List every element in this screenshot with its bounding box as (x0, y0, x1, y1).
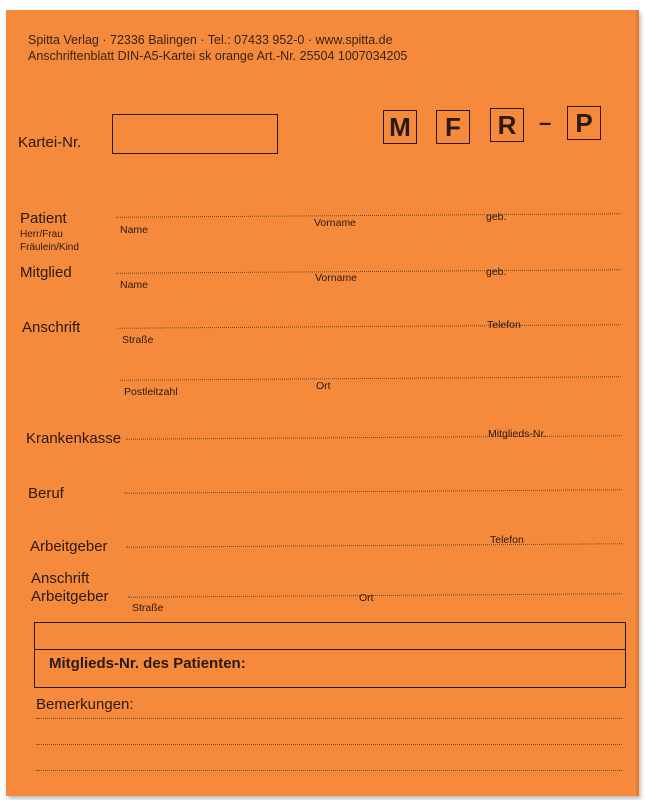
anschrift-ort-label: Ort (316, 380, 331, 392)
bemerkungen-line-2[interactable] (36, 744, 622, 745)
anschrift-ort-line[interactable] (120, 376, 621, 380)
code-box-f[interactable]: F (436, 110, 470, 144)
mitglied-vorname-label: Vorname (315, 272, 358, 284)
code-dash: – (539, 110, 552, 135)
index-card (6, 10, 639, 796)
patient-vorname-label: Vorname (314, 217, 357, 229)
anschrift-strasse-label: Straße (122, 334, 154, 346)
bemerkungen-label: Bemerkungen: (36, 696, 134, 713)
patient-sub-fraeulein-kind: Fräulein/Kind (20, 242, 79, 253)
patient-line[interactable] (116, 213, 621, 218)
code-box-m[interactable]: M (383, 110, 417, 144)
kartei-nr-label: Kartei-Nr. (18, 134, 82, 151)
publisher-line-1: Spitta Verlag · 72336 Balingen · Tel.: 07433 952-0 · www.spitta.de (28, 33, 393, 47)
mitglied-label: Mitglied (20, 264, 72, 281)
bemerkungen-line-1[interactable] (36, 718, 622, 719)
mitglieds-nr-patient-frame (34, 622, 626, 688)
patient-name-label: Name (120, 224, 149, 236)
anschrift-arbeitgeber-label-1: Anschrift (31, 570, 90, 587)
mitglied-line[interactable] (116, 269, 621, 274)
krankenkasse-label: Krankenkasse (26, 430, 122, 447)
mitglied-name-label: Name (120, 279, 149, 291)
arbeitgeber-telefon-label: Telefon (490, 534, 524, 546)
patient-sub-herr-frau: Herr/Frau (20, 229, 63, 240)
bemerkungen-line-3[interactable] (36, 770, 622, 771)
krankenkasse-line[interactable] (126, 435, 622, 439)
patient-label: Patient (20, 210, 67, 227)
anschrift-arbeitgeber-label-2: Arbeitgeber (31, 588, 109, 605)
beruf-label: Beruf (28, 485, 64, 502)
anschrift-arbeitgeber-ort-label: Ort (359, 592, 374, 604)
arbeitgeber-label: Arbeitgeber (30, 538, 108, 555)
code-box-r[interactable]: R (490, 108, 524, 142)
mitglieds-nr-patient-label: Mitglieds-Nr. des Patienten: (49, 655, 246, 672)
mitglieds-nr-patient-divider (35, 649, 625, 650)
publisher-line-2: Anschriftenblatt DIN-A5-Kartei sk orange Art.-Nr. 25504 1007034205 (28, 49, 408, 63)
anschrift-plz-label: Postleitzahl (124, 386, 178, 398)
anschrift-arbeitgeber-line[interactable] (128, 593, 622, 597)
anschrift-arbeitgeber-strasse-label: Straße (132, 602, 164, 614)
anschrift-label: Anschrift (22, 319, 81, 336)
code-box-p[interactable]: P (567, 106, 601, 140)
anschrift-strasse-line[interactable] (118, 324, 621, 329)
kartei-nr-field[interactable] (112, 114, 278, 154)
anschrift-telefon-label: Telefon (487, 319, 521, 331)
krankenkasse-mitglieds-nr-label: Mitglieds-Nr. (488, 428, 547, 440)
mitglied-geb-label: geb. (486, 266, 507, 278)
beruf-line[interactable] (124, 489, 622, 493)
patient-geb-label: geb. (486, 211, 507, 223)
arbeitgeber-line[interactable] (126, 543, 622, 547)
